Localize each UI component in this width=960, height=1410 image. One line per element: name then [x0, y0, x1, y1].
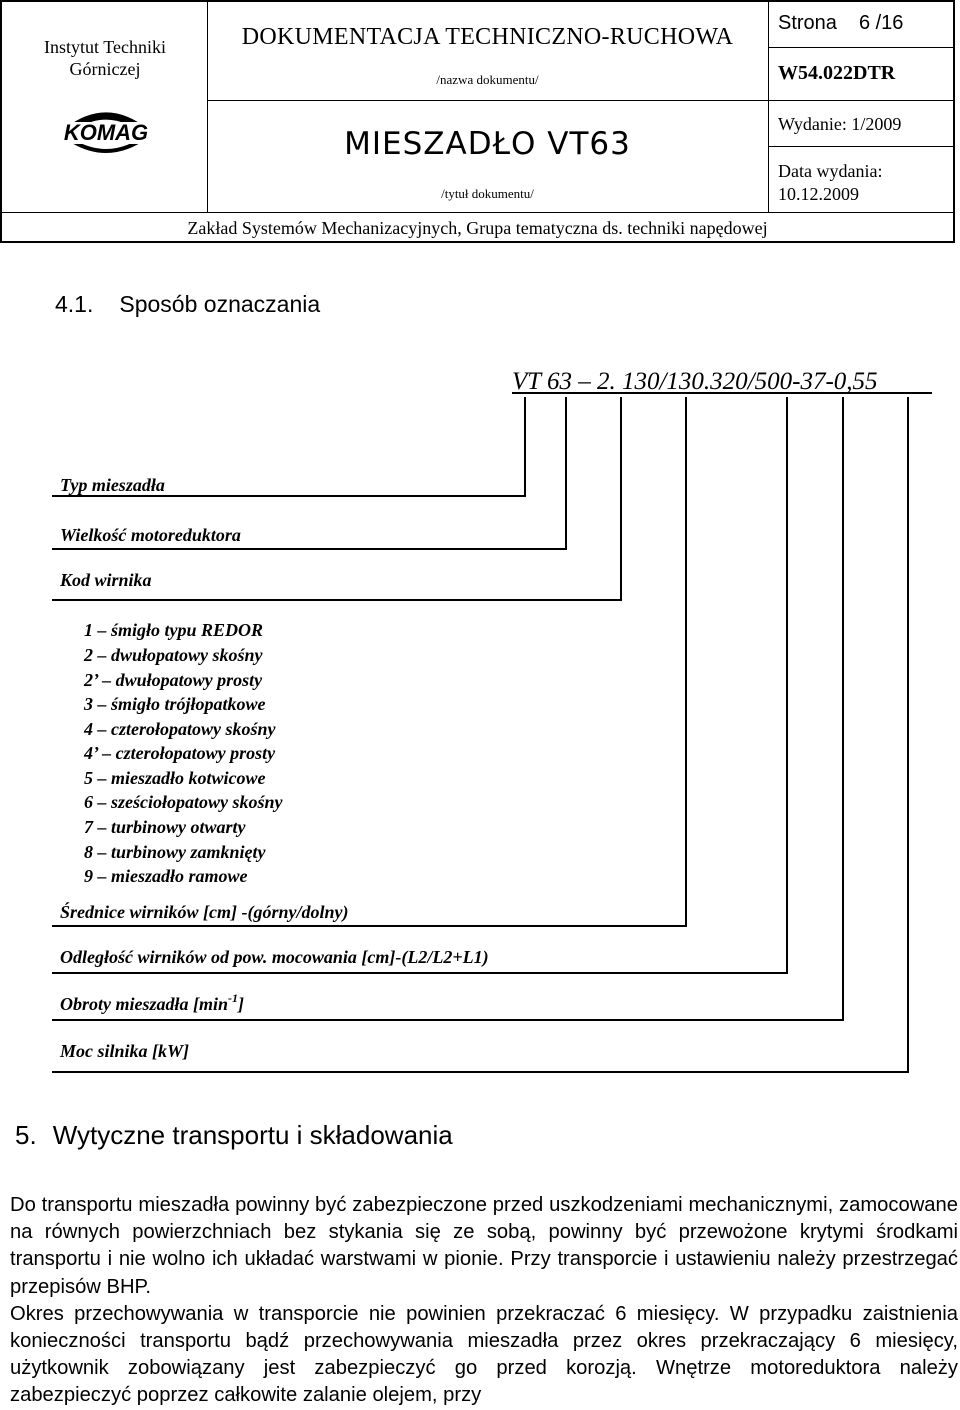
- komag-logo: [60, 102, 152, 158]
- section-heading-4-1: [55, 291, 320, 318]
- document-code: W54.022DTR: [778, 62, 896, 84]
- impeller-code-list: [83, 620, 284, 886]
- paragraph: Do transportu mieszadła powinny być zabezpieczone przed uszkodzeniami mechanicznymi, zamocowane na równych powierzchniach bez stykania się ze sobą, powinny być przewożone krytymi środkami transportu i nie wolno ich układać warstwami w pionie. Przy transporcie i ustawieniu należy przestrzegać przepisów BHP.: [10, 1194, 958, 1298]
- section-5-body: [10, 1192, 958, 1410]
- impeller-code-item: 4’ – czterołopatowy prosty: [84, 743, 276, 763]
- document-title-caption: /tytuł dokumentu/: [441, 186, 534, 201]
- department: Zakład Systemów Mechanizacyjnych, Grupa tematyczna ds. techniki napędowej: [187, 218, 768, 238]
- label-impeller-diameters: Średnice wirników [cm] -(górny/dolny): [60, 902, 349, 922]
- speed-label-text: Obroty mieszadła [min: [60, 994, 229, 1014]
- impeller-code-item: 6 – sześciołopatowy skośny: [84, 792, 283, 812]
- issue-date-label: Data wydania:: [778, 161, 883, 181]
- page-number: [778, 12, 903, 35]
- page-label: Strona: [778, 12, 837, 34]
- label-mixer-type: Typ mieszadła: [60, 475, 165, 495]
- designation-code: VT 63 – 2. 130/130.320/500-37-0,55: [512, 368, 878, 395]
- section-heading-5: [15, 1120, 453, 1151]
- section-title: Sposób oznaczania: [119, 291, 321, 317]
- section-title: Wytyczne transportu i składowania: [52, 1120, 453, 1150]
- designation-diagram: [0, 360, 960, 1090]
- speed-label-end: ]: [238, 994, 245, 1014]
- section-number: 4.1.: [55, 291, 94, 317]
- label-impeller-distance: Odległość wirników od pow. mocowania [cm]-(L2/L2+L1): [60, 947, 489, 967]
- paragraph: Okres przechowywania w transporcie nie powinien przekraczać 6 miesięcy. W przypadku zaistnienia konieczności transportu bądź przechowywania mieszadła przez okres przekraczający 6 miesięcy, użytkownik zobowiązany jest zabezpieczyć go przed korozją. Wnętrze motoreduktora należy zabezpieczyć poprzez całkowite zalanie olejem, przy: [10, 1302, 958, 1407]
- impeller-code-item: 1 – śmigło typu REDOR: [84, 620, 264, 640]
- label-gearmotor-size: Wielkość motoreduktora: [60, 525, 241, 545]
- impeller-code-item: 4 – czterołopatowy skośny: [84, 719, 276, 739]
- impeller-code-item: 8 – turbinowy zamknięty: [84, 842, 266, 862]
- page-value: 6 /16: [858, 12, 904, 34]
- section-number: 5.: [15, 1120, 37, 1150]
- label-mixer-speed: [60, 991, 244, 1014]
- document-type-caption: /nazwa dokumentu/: [436, 72, 539, 87]
- impeller-code-item: 9 – mieszadło ramowe: [84, 866, 248, 886]
- document-title: MIESZADŁO VT63: [344, 126, 631, 162]
- edition: Wydanie: 1/2009: [778, 114, 902, 134]
- impeller-code-item: 3 – śmigło trójłopatkowe: [84, 694, 266, 714]
- impeller-code-item: 7 – turbinowy otwarty: [84, 817, 246, 837]
- impeller-code-item: 2 – dwułopatowy skośny: [84, 645, 263, 665]
- impeller-code-item: 5 – mieszadło kotwicowe: [84, 768, 266, 788]
- impeller-code-item: 2’ – dwułopatowy prosty: [84, 670, 263, 690]
- label-motor-power: Moc silnika [kW]: [60, 1041, 190, 1061]
- issue-date-block: [778, 160, 882, 206]
- document-header: [0, 0, 955, 243]
- issue-date: 10.12.2009: [778, 184, 859, 204]
- logo-text: KOMAG: [63, 120, 149, 145]
- institute-name: Instytut Techniki Górniczej: [44, 37, 166, 79]
- document-type: DOKUMENTACJA TECHNICZNO-RUCHOWA: [241, 24, 734, 50]
- label-impeller-code: Kod wirnika: [60, 570, 152, 590]
- speed-label-superscript: -1: [228, 991, 239, 1005]
